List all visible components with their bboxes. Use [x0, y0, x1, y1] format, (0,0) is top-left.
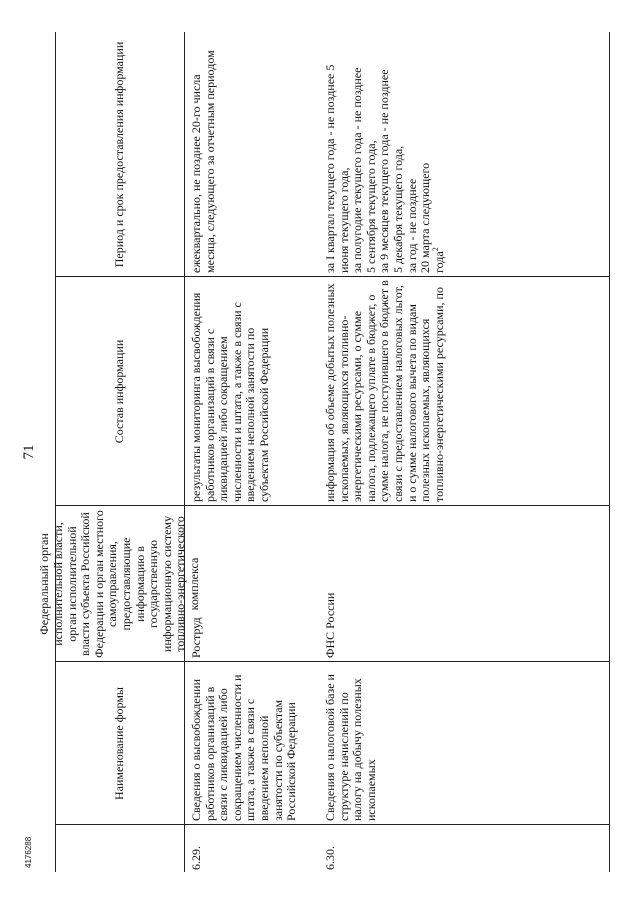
header-content: Состав информации: [112, 339, 127, 444]
rotated-page: [20, 32, 610, 872]
column-separator: [56, 276, 609, 277]
period-line: 5 сентября текущего года,: [363, 140, 378, 273]
page-number: 71: [21, 444, 37, 460]
period-line: 5 декабря текущего года,: [390, 145, 405, 273]
row-content: информация об объеме добытых полезных ископаемых, являющихся топливно-энергетическими ресурсами, о сумме налога, подлежащего уплате в бюджет, о сумме налога, не поступившего в бюджет в связи с предоставлением налоговых льгот, и о сумме налогового вычета по видам полезных ископаемых, являющихся топливно-энергетическими ресурсами, по: [323, 280, 446, 502]
row-number: 6.29.: [189, 846, 203, 870]
header-form-name: Наименование формы: [112, 687, 127, 801]
row-form-name: Сведения о налоговой базе и структуре начислений по налогу на добычу полезных ископаемых: [323, 674, 378, 821]
row-period: ежеквартально, не позднее 20-го числа месяца, следующего за отчетным периодом: [189, 50, 217, 273]
column-separator: [56, 505, 609, 506]
row-period: [324, 35, 606, 273]
row-authority: Роструд: [189, 617, 203, 658]
period-line: за I квартал текущего года - не позднее 5 июня текущего года,: [323, 64, 351, 273]
period-line: за 9 месяцев текущего года - не позднее: [377, 69, 392, 273]
row-number: 6.30.: [323, 846, 337, 870]
period-line: за полугодие текущего года - не позднее: [350, 67, 365, 273]
period-line: года$^2$: [430, 247, 446, 273]
header-period: Период и срок предоставления информации: [112, 41, 127, 268]
row-form-name: Сведения о высвобождении работников организаций в связи с ликвидацией либо сокращением численности и штата, а также в связи с введением неполной занятости по субъектам Российской Федерации: [189, 674, 299, 821]
row-content: результаты мониторинга высвобождения работников организаций в связи с ликвидацией либо сокращением численности и штата, а также в связи с введением неполной занятости по субъектам Российской Федерации: [189, 292, 271, 502]
row-authority: ФНС России: [323, 592, 337, 658]
header-separator: [184, 32, 185, 872]
data-table: [37, 32, 610, 872]
header-authority: Федеральный орган исполнительной власти, орган исполнительной власти субъекта Российской Федерации и орган местного самоуправления, предоставляющие информацию в государственную информационную систему топливно-энергетического комплекса: [37, 510, 201, 658]
document-id: 4176288: [24, 836, 33, 868]
period-line: за год - не позднее: [404, 178, 419, 273]
footnote-mark: 2: [430, 247, 440, 252]
period-line: 20 марта следующего: [418, 162, 433, 273]
